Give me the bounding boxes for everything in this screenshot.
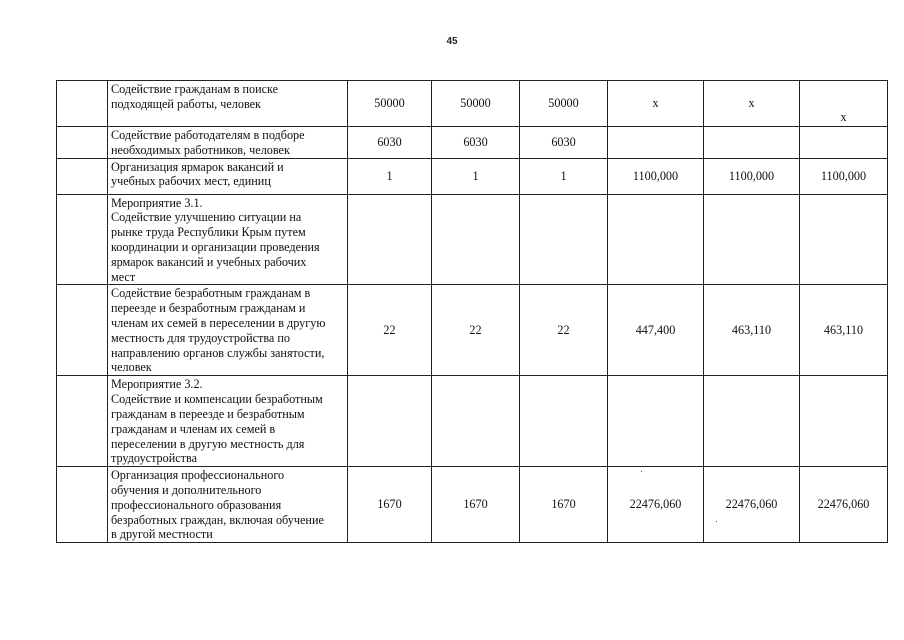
value-cell <box>520 376 608 467</box>
value-cell: 463,110 <box>800 285 888 376</box>
value-cell: 22476,060 <box>704 467 800 543</box>
table-row <box>57 127 888 159</box>
value-cell: 447,400 <box>608 285 704 376</box>
row-index-cell <box>57 158 108 194</box>
value-cell: 1670 <box>432 467 520 543</box>
value-cell <box>704 194 800 285</box>
row-description: Содействие гражданам в поиске подходящей работы, человек <box>108 81 348 127</box>
row-index-cell <box>57 81 108 127</box>
value-cell: 22 <box>348 285 432 376</box>
row-index-cell <box>57 467 108 543</box>
value-cell <box>800 194 888 285</box>
value-cell <box>432 194 520 285</box>
value-cell: 1670 <box>520 467 608 543</box>
value-cell: 1670 <box>348 467 432 543</box>
table-row <box>57 467 888 543</box>
value-cell: 50000 <box>432 81 520 127</box>
row-description: Мероприятие 3.1. Содействие улучшению ситуации на рынке труда Республики Крым путем координации и организации проведения ярмарок вакансий и учебных рабочих мест <box>108 194 348 285</box>
value-cell: 1 <box>520 158 608 194</box>
row-index-cell <box>57 376 108 467</box>
row-description: Организация профессионального обучения и дополнительного профессионального образования безработных граждан, включая обучение в другой местности <box>108 467 348 543</box>
value-cell: 1100,000 <box>608 158 704 194</box>
row-description: Мероприятие 3.2. Содействие и компенсации безработным гражданам в переезде и безработным гражданам и членам их семей в переселении в другую местность для трудоустройства <box>108 376 348 467</box>
value-cell <box>800 376 888 467</box>
value-cell <box>348 194 432 285</box>
value-cell <box>608 127 704 159</box>
row-description: Содействие работодателям в подборе необходимых работников, человек <box>108 127 348 159</box>
value-cell <box>348 376 432 467</box>
value-cell: 6030 <box>432 127 520 159</box>
value-cell: 50000 <box>348 81 432 127</box>
value-cell <box>520 194 608 285</box>
value-cell: 6030 <box>520 127 608 159</box>
value-cell <box>704 127 800 159</box>
value-cell: 22476,060 <box>800 467 888 543</box>
table-row <box>57 376 888 467</box>
value-cell: x <box>608 81 704 127</box>
value-cell: 1100,000 <box>800 158 888 194</box>
value-cell: 1 <box>432 158 520 194</box>
value-cell: 463,110 <box>704 285 800 376</box>
data-table <box>56 80 888 543</box>
row-index-cell <box>57 285 108 376</box>
value-cell <box>432 376 520 467</box>
page-number: 45 <box>446 36 458 47</box>
table-row <box>57 81 888 127</box>
value-cell: 22476,060 <box>608 467 704 543</box>
scan-speck <box>716 521 717 522</box>
value-cell: 1100,000 <box>704 158 800 194</box>
value-cell <box>608 194 704 285</box>
scan-speck <box>641 471 642 472</box>
value-cell: x <box>800 81 888 127</box>
value-cell <box>608 376 704 467</box>
value-cell <box>800 127 888 159</box>
table-row <box>57 194 888 285</box>
value-cell: 22 <box>520 285 608 376</box>
value-cell: x <box>704 81 800 127</box>
value-cell: 50000 <box>520 81 608 127</box>
table-row <box>57 285 888 376</box>
value-cell <box>704 376 800 467</box>
row-description: Содействие безработным гражданам в переезде и безработным гражданам и членам их семей в переселении в другую местность для трудоустройства по направлению органов службы занятости, человек <box>108 285 348 376</box>
value-cell: 1 <box>348 158 432 194</box>
row-description: Организация ярмарок вакансий и учебных рабочих мест, единиц <box>108 158 348 194</box>
row-index-cell <box>57 194 108 285</box>
value-cell: 22 <box>432 285 520 376</box>
table-row <box>57 158 888 194</box>
row-index-cell <box>57 127 108 159</box>
value-cell: 6030 <box>348 127 432 159</box>
